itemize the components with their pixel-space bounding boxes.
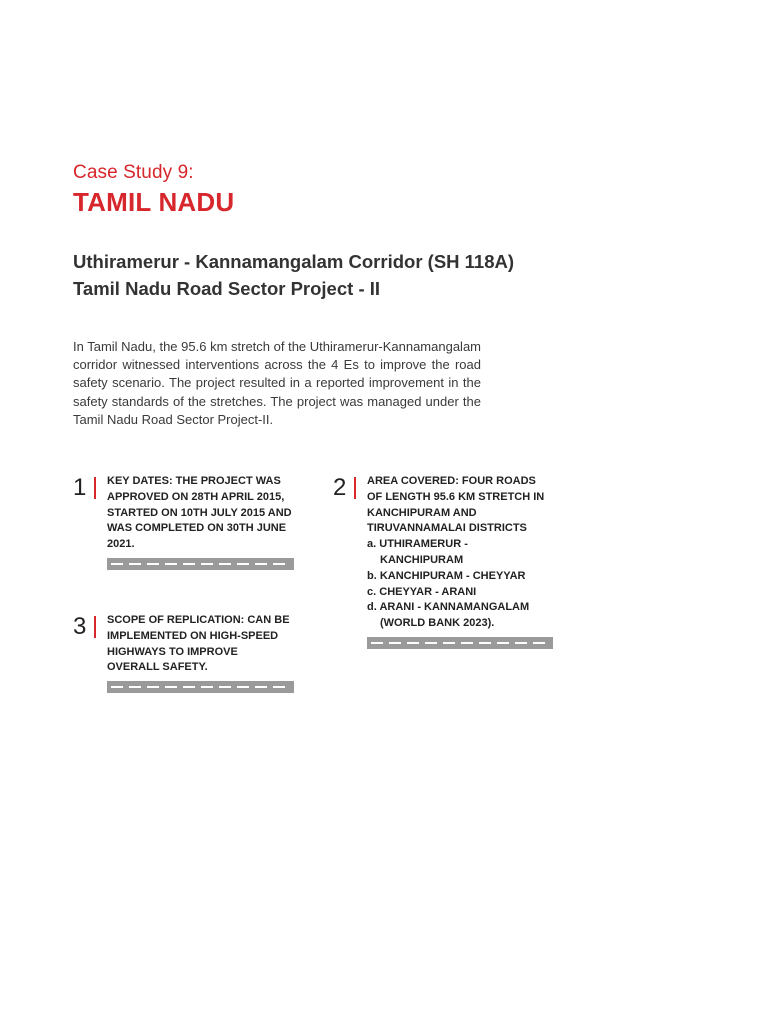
list-marker: a. bbox=[367, 538, 377, 551]
subtitle-line-2: Tamil Nadu Road Sector Project - II bbox=[73, 278, 381, 299]
item-text: SCOPE OF REPLICATION: CAN BE IMPLEMENTED ON HIGH-SPEED HIGHWAYS TO IMPROVE OVERALL SAFETY. bbox=[107, 614, 290, 674]
item-intro-text: AREA COVERED: FOUR ROADS OF LENGTH 95.6 KM STRETCH IN KANCHIPURAM AND TIRUVANNAMALAI DISTRICTS bbox=[367, 475, 545, 535]
list-item bbox=[367, 569, 547, 585]
item-text: KEY DATES: THE PROJECT WAS APPROVED ON 28TH APRIL 2015, STARTED ON 10TH JULY 2015 AND WAS COMPLETED ON 30TH JUNE 2021. bbox=[107, 475, 292, 551]
road-divider-icon bbox=[107, 681, 294, 693]
list-marker: c. bbox=[367, 585, 377, 598]
subtitle-line-1: Uthiramerur - Kannamangalam Corridor (SH 118A) bbox=[73, 251, 515, 272]
list-marker: d. bbox=[367, 601, 377, 614]
item-number: 1 bbox=[73, 474, 87, 501]
item-divider bbox=[354, 477, 356, 499]
item-divider bbox=[94, 477, 96, 499]
item-number: 3 bbox=[73, 613, 87, 640]
item-text bbox=[367, 474, 547, 632]
list-item bbox=[367, 585, 547, 601]
list-item bbox=[367, 600, 547, 632]
road-divider-icon bbox=[367, 637, 553, 649]
item-divider bbox=[94, 616, 96, 638]
list-marker: b. bbox=[367, 569, 377, 582]
list-item-text: CHEYYAR - ARANI bbox=[379, 585, 477, 598]
list-item bbox=[367, 537, 547, 569]
intro-paragraph: In Tamil Nadu, the 95.6 km stretch of the Uthiramerur-Kannamangalam corridor witnessed interventions across the 4 Es to improve the road safety scenario. The project resulted in a reported improvement in the safety standards of the stretches. The project was managed under the Tamil Nadu Road Sector Project-II. bbox=[73, 339, 482, 427]
list-item-text: KANCHIPURAM - CHEYYAR bbox=[379, 569, 526, 582]
road-divider-icon bbox=[107, 558, 294, 570]
page-title: TAMIL NADU bbox=[73, 187, 235, 217]
list-item-text: ARANI - KANNAMANGALAM (WORLD BANK 2023). bbox=[379, 601, 530, 630]
item-number: 2 bbox=[333, 474, 347, 501]
list-item-text: UTHIRAMERUR - KANCHIPURAM bbox=[379, 538, 468, 566]
case-study-label: Case Study 9: bbox=[73, 162, 194, 183]
